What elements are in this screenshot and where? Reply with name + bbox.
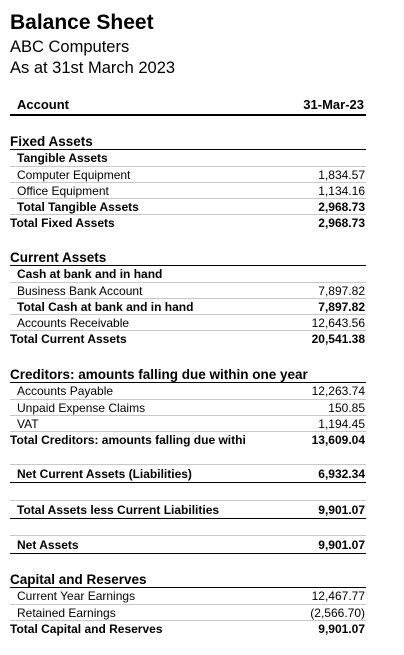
row-value: 2,968.73 bbox=[318, 200, 365, 214]
row-value: 12,643.56 bbox=[311, 316, 365, 330]
row-label: Total Creditors: amounts falling due withi bbox=[10, 433, 246, 447]
table-row bbox=[10, 604, 366, 621]
row-label: Cash at bank and in hand bbox=[17, 267, 163, 281]
header-divider bbox=[10, 114, 366, 116]
row-label: Total Capital and Reserves bbox=[10, 622, 163, 636]
row-label: Business Bank Account bbox=[17, 284, 143, 298]
row-label: Net Assets bbox=[17, 538, 79, 552]
column-header-account: Account bbox=[17, 97, 69, 112]
row-label: Current Year Earnings bbox=[17, 589, 136, 603]
row-value: 12,263.74 bbox=[311, 384, 365, 398]
row-value: 1,194.45 bbox=[318, 417, 365, 431]
company-name: ABC Computers bbox=[10, 38, 130, 56]
total-row-creditors bbox=[10, 431, 366, 448]
total-assets-less-current-liabilities-row bbox=[10, 502, 366, 519]
row-divider bbox=[10, 535, 366, 536]
row-value: 20,541.38 bbox=[311, 332, 365, 346]
total-row-capital-reserves bbox=[10, 620, 366, 637]
subheading-cash-at-bank bbox=[10, 266, 366, 282]
row-value: 1,834.57 bbox=[318, 168, 365, 182]
row-label: Total Current Assets bbox=[10, 332, 127, 346]
row-label: Office Equipment bbox=[17, 184, 109, 198]
total-row-current-assets bbox=[10, 330, 366, 347]
row-value: 6,932.34 bbox=[318, 467, 365, 481]
net-assets-row bbox=[10, 537, 366, 554]
section-heading-current-assets: Current Assets bbox=[10, 250, 107, 265]
total-row-cash bbox=[10, 298, 366, 315]
table-row bbox=[10, 588, 366, 604]
column-header-period: 31-Mar-23 bbox=[303, 97, 364, 112]
table-row bbox=[10, 282, 366, 299]
row-value: 7,897.82 bbox=[318, 300, 365, 314]
report-date: As at 31st March 2023 bbox=[10, 59, 176, 77]
row-label: Total Fixed Assets bbox=[10, 216, 115, 230]
row-label: Total Cash at bank and in hand bbox=[17, 300, 194, 314]
row-divider bbox=[10, 464, 366, 465]
total-row-fixed-assets bbox=[10, 214, 366, 231]
row-value: 7,897.82 bbox=[318, 284, 365, 298]
row-value: 1,134.16 bbox=[318, 184, 365, 198]
row-divider bbox=[10, 500, 366, 501]
row-label: Tangible Assets bbox=[17, 151, 108, 165]
row-label: VAT bbox=[17, 417, 39, 431]
row-label: Retained Earnings bbox=[17, 606, 116, 620]
row-value: 12,467.77 bbox=[311, 589, 365, 603]
row-value: (2,566.70) bbox=[310, 606, 365, 620]
row-label: Total Assets less Current Liabilities bbox=[17, 503, 220, 517]
table-row bbox=[10, 399, 366, 416]
section-heading-creditors: Creditors: amounts falling due within one year bbox=[10, 367, 308, 382]
table-row bbox=[10, 383, 366, 399]
section-heading-fixed-assets: Fixed Assets bbox=[10, 134, 93, 149]
table-row bbox=[10, 166, 366, 183]
row-label: Accounts Payable bbox=[17, 384, 114, 398]
row-value: 9,901.07 bbox=[318, 538, 365, 552]
row-value: 9,901.07 bbox=[318, 503, 365, 517]
section-heading-capital-reserves: Capital and Reserves bbox=[10, 572, 147, 587]
table-row bbox=[10, 314, 366, 331]
table-row bbox=[10, 415, 366, 432]
row-label: Net Current Assets (Liabilities) bbox=[17, 467, 192, 481]
row-value: 2,968.73 bbox=[318, 216, 365, 230]
row-value: 150.85 bbox=[328, 401, 365, 415]
row-label: Computer Equipment bbox=[17, 168, 131, 182]
row-label: Unpaid Expense Claims bbox=[17, 401, 146, 415]
net-current-assets-row bbox=[10, 466, 366, 483]
row-label: Accounts Receivable bbox=[17, 316, 130, 330]
table-row bbox=[10, 182, 366, 199]
row-value: 13,609.04 bbox=[311, 433, 365, 447]
row-value: 9,901.07 bbox=[318, 622, 365, 636]
total-row-tangible-assets bbox=[10, 198, 366, 215]
report-title: Balance Sheet bbox=[10, 11, 154, 34]
row-label: Total Tangible Assets bbox=[17, 200, 139, 214]
subheading-tangible-assets bbox=[10, 150, 366, 166]
